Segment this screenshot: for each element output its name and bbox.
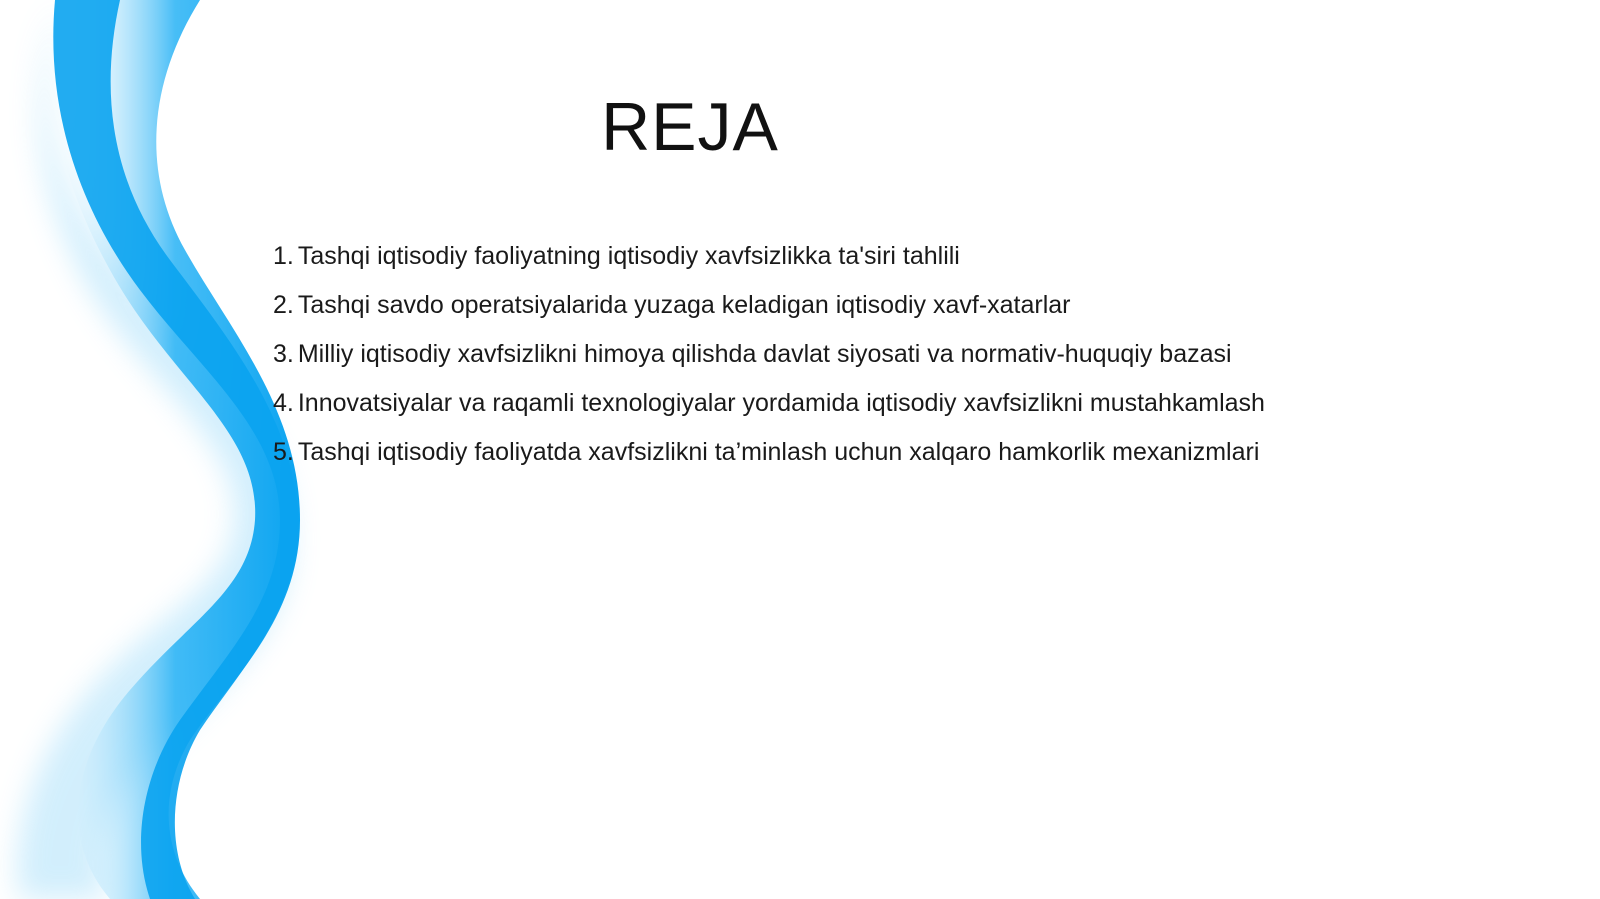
plan-item-text: Tashqi iqtisodiy faoliyatda xavfsizlikni ta’minlash uchun xalqaro hamkorlik mexanizmlari	[297, 438, 1260, 466]
plan-item-4	[273, 385, 1563, 434]
plan-item-5	[273, 434, 1563, 483]
plan-item-number: 1.	[273, 242, 294, 270]
plan-item-text: Milliy iqtisodiy xavfsizlikni himoya qilishda davlat siyosati va normativ-huquqiy bazasi	[297, 340, 1232, 368]
plan-item-2	[273, 287, 1563, 336]
plan-item-number: 5.	[273, 438, 294, 466]
plan-item-text: Innovatsiyalar va raqamli texnologiyalar yordamida iqtisodiy xavfsizlikni mustahkamlash	[297, 389, 1265, 417]
plan-item-text: Tashqi iqtisodiy faoliyatning iqtisodiy xavfsizlikka ta'siri tahlili	[297, 242, 960, 270]
plan-item-number: 2.	[273, 291, 294, 319]
plan-list	[273, 238, 1563, 483]
slide-title: REJA	[601, 89, 779, 165]
plan-item-1	[273, 238, 1563, 287]
plan-item-number: 4.	[273, 389, 294, 417]
plan-item-3	[273, 336, 1563, 385]
plan-item-text: Tashqi savdo operatsiyalarida yuzaga keladigan iqtisodiy xavf-xatarlar	[297, 291, 1071, 319]
plan-item-number: 3.	[273, 340, 294, 368]
